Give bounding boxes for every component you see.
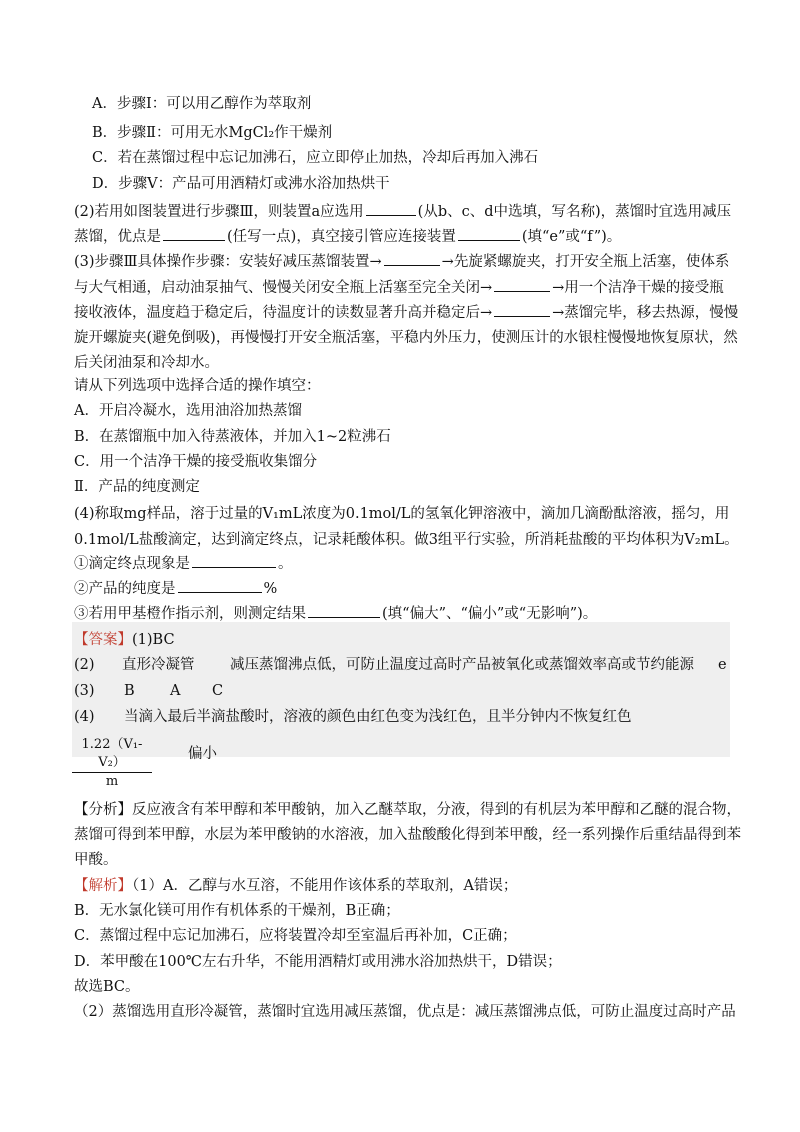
choice-b: B．在蒸馏瓶中加入待蒸液体，并加入1~2粒沸石 — [74, 429, 391, 445]
answer-r5: 偏小 — [188, 746, 217, 762]
answer-blank[interactable] — [308, 603, 380, 618]
answer-line1: 【答案】(1)BC — [74, 632, 175, 648]
explain-line5: 故选BC。 — [74, 979, 140, 995]
q2-line2: 蒸馏，优点是 (任写一点)，真空接引管应连接装置 (填“e”或“f”)。 — [74, 225, 724, 249]
answer-r2-num: (2) — [74, 657, 95, 673]
fraction-numerator: 1.22（V₁-V₂） — [72, 736, 152, 773]
answer-r4-num: (4) — [74, 709, 95, 725]
q3-line2: 与大气相通，启动油泵抽气、慢慢关闭安全瓶上活塞至完全关闭→ →用一个洁净干燥的接受瓶 — [74, 276, 724, 300]
explain-line1: 【解析】（1）A．乙醇与水互溶，不能用作该体系的萃取剂，A错误； — [74, 878, 518, 894]
q3-line1: (3)步骤Ⅲ具体操作步骤：安装好减压蒸馏装置→ →先旋紧螺旋夹，打开安全瓶上活塞，使体系 — [74, 250, 724, 274]
answer-r2-a: 直形冷凝管 — [122, 657, 195, 673]
choice-c: C．用一个洁净干燥的接受瓶收集馏分 — [74, 454, 318, 470]
answer-r3-num: (3) — [74, 683, 95, 699]
q4-sub3: ③若用甲基橙作指示剂，则测定结果 (填“偏大”、“偏小”或“无影响”)。 — [74, 602, 724, 626]
choice-a: A．开启冷凝水，选用油浴加热蒸馏 — [74, 403, 302, 419]
answer-r2-b: 减压蒸馏沸点低，可防止温度过高时产品被氧化或蒸馏效率高或节约能源 — [230, 657, 694, 673]
explain-line3: C．蒸馏过程中忘记加沸石，应将装置冷却至室温后再补加，C正确； — [74, 928, 517, 944]
answer-blank[interactable] — [178, 578, 262, 593]
analysis-tag: 【分析】 — [74, 802, 132, 818]
answer-blank[interactable] — [366, 201, 416, 216]
analysis-line2: 蒸馏可得到苯甲醇，水层为苯甲酸钠的水溶液，加入盐酸酸化得到苯甲酸，经一系列操作后重结晶得到苯 — [74, 827, 741, 843]
answer-r3-c: C — [212, 683, 224, 699]
answer-r3-a: B — [124, 683, 135, 699]
q3-prompt: 请从下列选项中选择合适的操作填空： — [74, 378, 321, 394]
explain-tag: 【解析】 — [74, 878, 132, 894]
answer-blank[interactable] — [458, 226, 520, 241]
answer-blank[interactable] — [494, 277, 550, 292]
answer-tag: 【答案】 — [74, 632, 132, 648]
fraction-denominator: m — [105, 774, 119, 789]
q2-line1: (2)若用如图装置进行步骤Ⅲ，则装置a应选用 (从b、c、d中选填，写名称)，蒸馏时宜选用减压 — [74, 200, 724, 224]
analysis-line1: 【分析】反应液含有苯甲醇和苯甲酸钠，加入乙醚萃取，分液，得到的有机层为苯甲醇和乙醚的混合物， — [74, 802, 741, 818]
option-b: B．步骤Ⅱ：可用无水MgCl₂作干燥剂 — [92, 125, 333, 141]
answer-r3-b: A — [170, 683, 181, 699]
explain-line2: B．无水氯化镁可用作有机体系的干燥剂，B正确； — [74, 903, 400, 919]
option-d: D．步骤Ⅴ：产品可用酒精灯或沸水浴加热烘干 — [92, 176, 390, 192]
q4-sub2: ②产品的纯度是 % — [74, 577, 724, 601]
section-heading: Ⅱ．产品的纯度测定 — [74, 479, 200, 495]
answer-r4-a: 当滴入最后半滴盐酸时，溶液的颜色由红色变为浅红色，且半分钟内不恢复红色 — [124, 709, 632, 725]
analysis-line3: 甲酸。 — [74, 852, 118, 868]
answer-blank[interactable] — [494, 302, 550, 317]
explain-line6: （2）蒸馏选用直形冷凝管，蒸馏时宜选用减压蒸馏，优点是：减压蒸馏沸点低，可防止温度过高时产品 — [74, 1004, 736, 1020]
q4-sub1: ①滴定终点现象是 。 — [74, 552, 724, 576]
option-a: A．步骤Ⅰ：可以用乙醇作为萃取剂 — [92, 96, 312, 112]
answer-fraction — [72, 736, 152, 791]
q4-line1: (4)称取mg样品，溶于过量的V₁mL浓度为0.1mol/L的氢氧化钾溶液中，滴加几滴酚酞溶液，摇匀，用 — [74, 506, 730, 522]
answer-r2-c: e — [718, 657, 727, 673]
answer-blank[interactable] — [192, 553, 276, 568]
answer-blank[interactable] — [384, 251, 440, 266]
explain-line4: D．苯甲酸在100℃左右升华，不能用酒精灯或用沸水浴加热烘干，D错误； — [74, 954, 562, 970]
q3-line4: 旋开螺旋夹(避免倒吸)，再慢慢打开安全瓶活塞，平稳内外压力，使测压计的水银柱慢慢地恢复原状，然 — [74, 330, 738, 346]
q3-line5: 后关闭油泵和冷却水。 — [74, 355, 219, 371]
q3-line3: 接收液体，温度趋于稳定后，待温度计的读数显著升高并稳定后→ →蒸馏完毕，移去热源，慢慢 — [74, 301, 724, 325]
option-c: C．若在蒸馏过程中忘记加沸石，应立即停止加热，冷却后再加入沸石 — [92, 150, 539, 166]
answer-blank[interactable] — [163, 226, 225, 241]
q4-line2: 0.1mol/L盐酸滴定，达到滴定终点，记录耗酸体积。做3组平行实验，所消耗盐酸的平均体积为V₂mL。 — [74, 532, 739, 548]
